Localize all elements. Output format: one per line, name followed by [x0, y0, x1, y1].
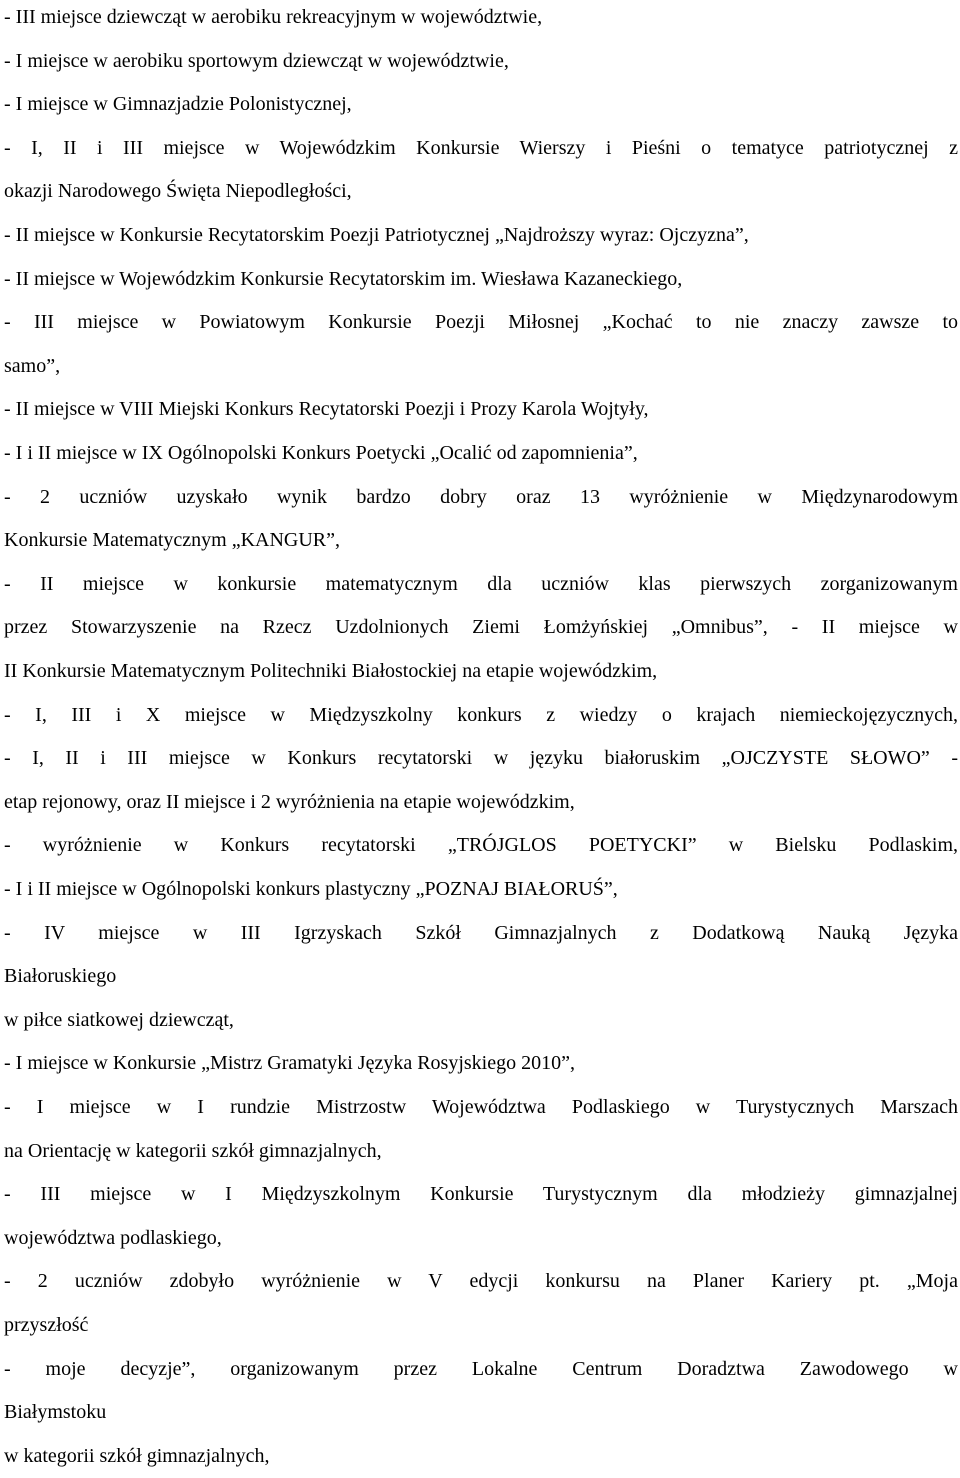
text-line: - II miejsce w VIII Miejski Konkurs Recytatorski Poezji i Prozy Karola Wojtyły,	[4, 398, 649, 421]
text-line: w kategorii szkół gimnazjalnych,	[4, 1444, 270, 1467]
text-line: w piłce siatkowej dziewcząt,	[4, 1008, 234, 1031]
text-line: - I i II miejsce w Ogólnopolski konkurs plastyczny „POZNAJ BIAŁORUŚ”,	[4, 878, 618, 900]
text-line: Konkursie Matematycznym „KANGUR”,	[4, 529, 341, 552]
text-line: - wyróżnienie w Konkurs recytatorski „TRÓJGLOS POETYCKI” w Bielsku Podlaskim,	[4, 834, 958, 857]
text-line: Białoruskiego	[4, 965, 117, 988]
text-line: - II miejsce w Konkursie Recytatorskim Poezji Patriotycznej „Najdroższy wyraz: Ojczyzna”,	[4, 224, 749, 246]
text-line: Białymstoku	[4, 1401, 107, 1424]
text-line: samo”,	[4, 354, 61, 377]
text-line: - I, III i X miejsce w Międzyszkolny konkurs z wiedzy o krajach niemieckojęzycznych,	[4, 703, 958, 726]
text-line: - I, II i III miejsce w Wojewódzkim Konkursie Wierszy i Pieśni o tematyce patriotycznej z	[4, 136, 958, 159]
text-line: - IV miejsce w III Igrzyskach Szkół Gimnazjalnych z Dodatkową Nauką Języka	[4, 921, 958, 944]
text-line: przez Stowarzyszenie na Rzecz Uzdolnionych Ziemi Łomżyńskiej „Omnibus”, - II miejsce w	[4, 616, 958, 639]
text-line: - II miejsce w Wojewódzkim Konkursie Recytatorskim im. Wiesława Kazaneckiego,	[4, 267, 683, 290]
text-line: - I, II i III miejsce w Konkurs recytatorski w języku białoruskim „OJCZYSTE SŁOWO” -	[4, 747, 958, 770]
text-line: - III miejsce w Powiatowym Konkursie Poezji Miłosnej „Kochać to nie znaczy zawsze to	[4, 311, 958, 334]
text-line: województwa podlaskiego,	[4, 1226, 222, 1249]
text-line: - 2 uczniów zdobyło wyróżnienie w V edycji konkursu na Planer Kariery pt. „Moja	[4, 1270, 958, 1293]
text-line: - I miejsce w I rundzie Mistrzostw Województwa Podlaskiego w Turystycznych Marszach	[4, 1096, 958, 1118]
text-line: - 2 uczniów uzyskało wynik bardzo dobry oraz 13 wyróżnienie w Międzynarodowym	[4, 485, 958, 508]
text-line: - I miejsce w Konkursie „Mistrz Gramatyki Języka Rosyjskiego 2010”,	[4, 1052, 575, 1075]
text-line: - III miejsce dziewcząt w aerobiku rekreacyjnym w województwie,	[4, 6, 543, 28]
text-line: etap rejonowy, oraz II miejsce i 2 wyróżnienia na etapie wojewódzkim,	[4, 790, 575, 813]
text-line: przyszłość	[4, 1314, 89, 1336]
text-line: - moje decyzje”, organizowanym przez Lokalne Centrum Doradztwa Zawodowego w	[4, 1357, 958, 1380]
text-line: - II miejsce w konkursie matematycznym dla uczniów klas pierwszych zorganizowanym	[4, 572, 958, 595]
text-line: - III miejsce w I Międzyszkolnym Konkursie Turystycznym dla młodzieży gimnazjalnej	[4, 1183, 958, 1206]
text-line: - I i II miejsce w IX Ogólnopolski Konkurs Poetycki „Ocalić od zapomnienia”,	[4, 442, 638, 464]
text-line: II Konkursie Matematycznym Politechniki Białostockiej na etapie wojewódzkim,	[4, 660, 658, 682]
text-line: - I miejsce w Gimnazjadzie Polonistycznej,	[4, 93, 352, 116]
text-line: na Orientację w kategorii szkół gimnazjalnych,	[4, 1139, 382, 1162]
text-line: okazji Narodowego Święta Niepodległości,	[4, 180, 352, 203]
text-line: - I miejsce w aerobiku sportowym dziewcząt w województwie,	[4, 49, 509, 72]
